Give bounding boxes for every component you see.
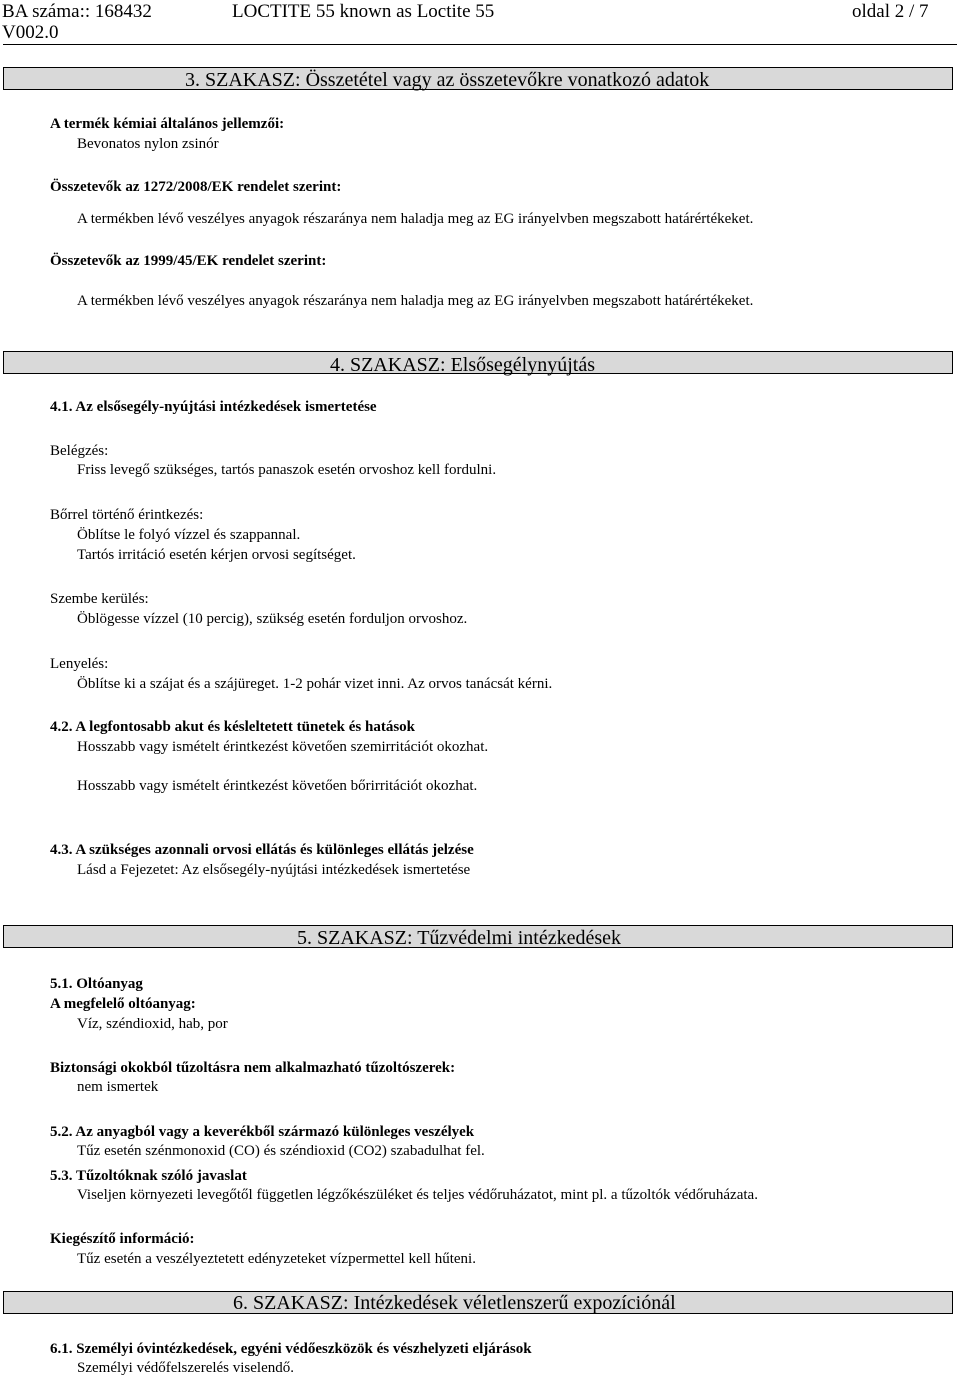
- chemical-characterization-value: Bevonatos nylon zsinór: [77, 136, 219, 152]
- unsuitable-media-heading: Biztonsági okokból tűzoltásra nem alkalmazható tűzoltószerek:: [50, 1060, 456, 1076]
- inhalation-text: Friss levegő szükséges, tartós panaszok esetén orvoshoz kell fordulni.: [77, 462, 497, 478]
- skin-contact-text-1: Öblítse le folyó vízzel és szappannal.: [77, 527, 301, 543]
- page-number: oldal 2 / 7: [852, 1, 929, 22]
- s43-text: Lásd a Fejezetet: Az elsősegély-nyújtási intézkedések ismertetése: [77, 862, 471, 878]
- reg1999-text: A termékben lévő veszélyes anyagok részaránya nem haladja meg az EG irányelvben megszabott határértékeket.: [77, 293, 754, 309]
- section3-title: 3. SZAKASZ: Összetétel vagy az összetevőkre vonatkozó adatok: [185, 69, 710, 91]
- inhalation-label: Belégzés:: [50, 443, 109, 459]
- header-rule: [3, 44, 957, 45]
- reg1999-heading: Összetevők az 1999/45/EK rendelet szerint:: [50, 253, 327, 269]
- section6-title: 6. SZAKASZ: Intézkedések véletlenszerű expozíciónál: [233, 1292, 676, 1314]
- s61-heading: 6.1. Személyi óvintézkedések, egyéni védőeszközök és vészhelyzeti eljárások: [50, 1341, 532, 1357]
- suitable-media-text: Víz, széndioxid, hab, por: [77, 1016, 228, 1032]
- s42-text-2: Hosszabb vagy ismételt érintkezést követően bőrirritációt okozhat.: [77, 778, 478, 794]
- s43-heading: 4.3. A szükséges azonnali orvosi ellátás és különleges ellátás jelzése: [50, 842, 474, 858]
- product-title: LOCTITE 55 known as Loctite 55: [232, 1, 495, 22]
- s53-heading: 5.3. Tűzoltóknak szóló javaslat: [50, 1168, 247, 1184]
- s41-heading: 4.1. Az elsősegély-nyújtási intézkedések ismertetése: [50, 399, 377, 415]
- s53-text: Viseljen környezeti levegőtől független légzőkészüléket és teljes védőruházatot, mint pl. a tűzoltók védőruházata.: [77, 1187, 758, 1203]
- skin-contact-text-2: Tartós irritáció esetén kérjen orvosi segítséget.: [77, 547, 356, 563]
- ingestion-label: Lenyelés:: [50, 656, 109, 672]
- reg1272-heading: Összetevők az 1272/2008/EK rendelet szerint:: [50, 179, 342, 195]
- s52-text: Tűz esetén szénmonoxid (CO) és széndioxid (CO2) szabadulhat fel.: [77, 1143, 485, 1159]
- s61-text: Személyi védőfelszerelés viselendő.: [77, 1360, 295, 1376]
- s42-text-1: Hosszabb vagy ismételt érintkezést követően szemirritációt okozhat.: [77, 739, 489, 755]
- s51-heading: 5.1. Oltóanyag: [50, 976, 143, 992]
- chemical-characterization-heading: A termék kémiai általános jellemzői:: [50, 116, 285, 132]
- section4-title: 4. SZAKASZ: Elsősegélynyújtás: [330, 354, 595, 376]
- version-label: V002.0: [2, 22, 59, 43]
- invoice-number: BA száma:: 168432: [2, 1, 152, 22]
- s42-heading: 4.2. A legfontosabb akut és késleltetett tünetek és hatások: [50, 719, 416, 735]
- ingestion-text: Öblítse ki a szájat és a szájüreget. 1-2 pohár vizet inni. Az orvos tanácsát kérni.: [77, 676, 553, 692]
- s52-heading: 5.2. Az anyagból vagy a keverékből származó különleges veszélyek: [50, 1124, 475, 1140]
- eye-contact-label: Szembe kerülés:: [50, 591, 149, 607]
- section5-title: 5. SZAKASZ: Tűzvédelmi intézkedések: [297, 927, 622, 949]
- reg1272-text: A termékben lévő veszélyes anyagok részaránya nem haladja meg az EG irányelvben megszabott határértékeket.: [77, 211, 754, 227]
- extra-info-heading: Kiegészítő információ:: [50, 1231, 195, 1247]
- extra-info-text: Tűz esetén a veszélyeztetett edényzeteket vízpermettel kell hűteni.: [77, 1251, 476, 1267]
- suitable-media-heading: A megfelelő oltóanyag:: [50, 996, 196, 1012]
- unsuitable-media-text: nem ismertek: [77, 1079, 159, 1095]
- eye-contact-text: Öblögesse vízzel (10 percig), szükség esetén forduljon orvoshoz.: [77, 611, 468, 627]
- skin-contact-label: Bőrrel történő érintkezés:: [50, 507, 204, 523]
